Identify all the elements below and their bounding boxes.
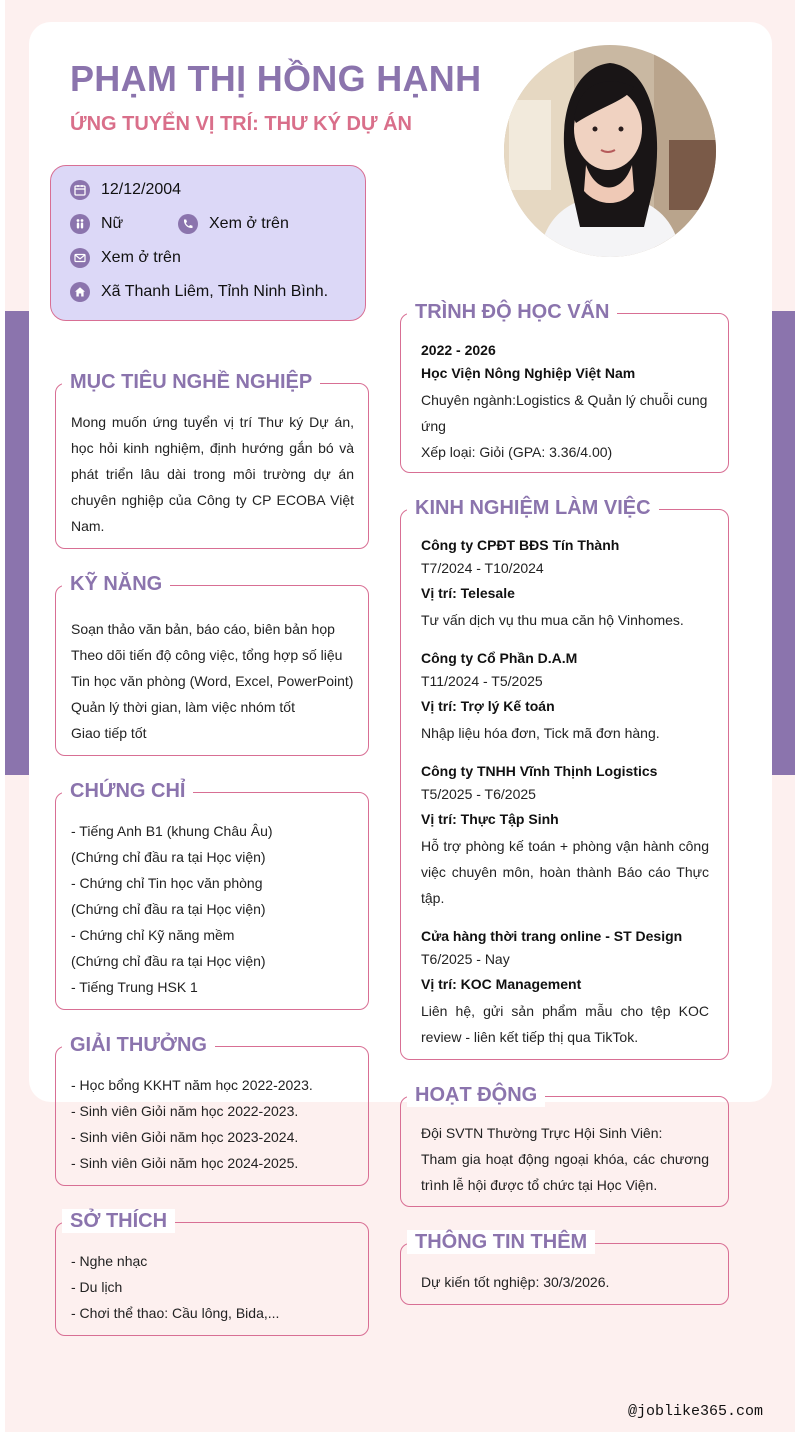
address-row [70,282,328,302]
hobby-item: - Chơi thể thao: Cầu lông, Bida,... [71,1305,280,1321]
activities-org: Đội SVTN Thường Trực Hội Sinh Viên: [421,1125,663,1141]
additional-info-title: THÔNG TIN THÊM [407,1230,595,1254]
candidate-name: PHẠM THỊ HỒNG HẠNH [70,58,482,99]
certificate-note: (Chứng chỉ đầu ra tại Học viện) [71,953,266,969]
applied-position: ỨNG TUYỂN VỊ TRÍ: THƯ KÝ DỰ ÁN [70,113,413,135]
certificate-note: (Chứng chỉ đầu ra tại Học viện) [71,901,266,917]
address-value: Xã Thanh Liêm, Tỉnh Ninh Bình. [101,283,329,300]
phone-value: Xem ở trên [209,215,289,232]
experience-period: T11/2024 - T5/2025 [421,673,543,689]
skills-list [71,616,361,746]
calendar-icon [70,180,90,200]
hobby-item: - Du lịch [71,1279,123,1295]
left-accent-band [5,311,29,775]
birthday-row [70,180,181,200]
home-icon [70,282,90,302]
education-grade: Xếp loại: Giỏi (GPA: 3.36/4.00) [421,444,613,460]
experience-description: Tư vấn dịch vụ thu mua căn hộ Vinhomes. [421,612,684,628]
email-value: Xem ở trên [101,249,181,266]
award-item: - Sinh viên Giỏi năm học 2022-2023. [71,1103,299,1119]
phone-row [178,214,289,234]
activities-body [421,1120,709,1198]
gender-icon [70,214,90,234]
certificate-item: - Chứng chỉ Kỹ năng mềm [71,927,235,943]
email-row [70,248,181,268]
experience-period: T7/2024 - T10/2024 [421,560,544,576]
awards-title: GIẢI THƯỞNG [62,1033,215,1057]
profile-photo-illustration [504,45,716,257]
experience-role: Vị trí: Trợ lý Kế toán [421,698,555,714]
experience-entry [421,647,709,746]
awards-list [71,1072,361,1176]
skill-item: Giao tiếp tốt [71,725,147,741]
experience-role: Vị trí: Thực Tập Sinh [421,811,559,827]
activities-text: Tham gia hoạt động ngoại khóa, các chương trình lễ hội được tổ chức tại Học Viện. [421,1151,709,1193]
right-accent-band [772,311,795,775]
hobbies-title: SỞ THÍCH [62,1209,175,1233]
gender-value: Nữ [101,215,124,232]
certificates-list [71,818,361,1000]
certificate-item: - Tiếng Trung HSK 1 [71,979,198,995]
certificates-title: CHỨNG CHỈ [62,779,193,803]
education-body [421,339,709,465]
phone-icon [178,214,198,234]
experience-period: T6/2025 - Nay [421,951,510,967]
experience-role: Vị trí: Telesale [421,585,515,601]
experience-company: Công ty Cổ Phần D.A.M [421,650,578,666]
experience-period: T5/2025 - T6/2025 [421,786,536,802]
objective-text: Mong muốn ứng tuyển vị trí Thư ký Dự án, học hỏi kinh nghiệm, định hướng gắn bó và phát triển lâu dài trong môi trường dự án chuyên nghiệp của Công ty CP ECOBA Việt Nam. [71,414,354,534]
award-item: - Sinh viên Giỏi năm học 2023-2024. [71,1129,299,1145]
hobbies-list [71,1248,361,1326]
education-years: 2022 - 2026 [421,342,496,358]
experience-company: Công ty CPĐT BĐS Tín Thành [421,537,620,553]
gender-row [70,214,123,234]
objective-title: MỤC TIÊU NGHỀ NGHIỆP [62,370,320,394]
activities-title: HOẠT ĐỘNG [407,1083,545,1107]
award-item: - Học bổng KKHT năm học 2022-2023. [71,1077,313,1093]
experience-entry [421,760,709,911]
skill-item: Tin học văn phòng (Word, Excel, PowerPoint) [71,673,354,689]
watermark: @joblike365.com [628,1403,764,1420]
skill-item: Soạn thảo văn bản, báo cáo, biên bản họp [71,621,335,637]
experience-description: Nhập liệu hóa đơn, Tick mã đơn hàng. [421,725,660,741]
mail-icon [70,248,90,268]
hobby-item: - Nghe nhạc [71,1253,148,1269]
experience-company: Công ty TNHH Vĩnh Thịnh Logistics [421,763,658,779]
skill-item: Quản lý thời gian, làm việc nhóm tốt [71,699,295,715]
certificate-note: (Chứng chỉ đầu ra tại Học viện) [71,849,266,865]
experience-title: KINH NGHIỆM LÀM VIỆC [407,496,659,520]
experience-role: Vị trí: KOC Management [421,976,582,992]
certificate-item: - Tiếng Anh B1 (khung Châu Âu) [71,823,273,839]
skills-title: KỸ NĂNG [62,572,170,596]
additional-info-text: Dự kiến tốt nghiệp: 30/3/2026. [421,1274,610,1290]
award-item: - Sinh viên Giỏi năm học 2024-2025. [71,1155,299,1171]
education-title: TRÌNH ĐỘ HỌC VẤN [407,300,617,324]
experience-entry [421,925,709,1050]
education-school: Học Viện Nông Nghiệp Việt Nam [421,365,636,381]
experience-description: Hỗ trợ phòng kế toán + phòng vận hành công việc chuyên môn, hoàn thành Báo cáo Thực tập. [421,838,709,906]
certificate-item: - Chứng chỉ Tin học văn phòng [71,875,263,891]
education-major: Chuyên ngành:Logistics & Quản lý chuỗi cung ứng [421,392,708,434]
experience-entry [421,534,709,633]
experience-company: Cửa hàng thời trang online - ST Design [421,928,683,944]
profile-photo [504,45,716,257]
experience-description: Liên hệ, gửi sản phẩm mẫu cho tệp KOC review - liên kết tiếp thị qua TikTok. [421,1003,709,1045]
skill-item: Theo dõi tiến độ công việc, tổng hợp số liệu [71,647,343,663]
birthday-value: 12/12/2004 [101,181,182,198]
